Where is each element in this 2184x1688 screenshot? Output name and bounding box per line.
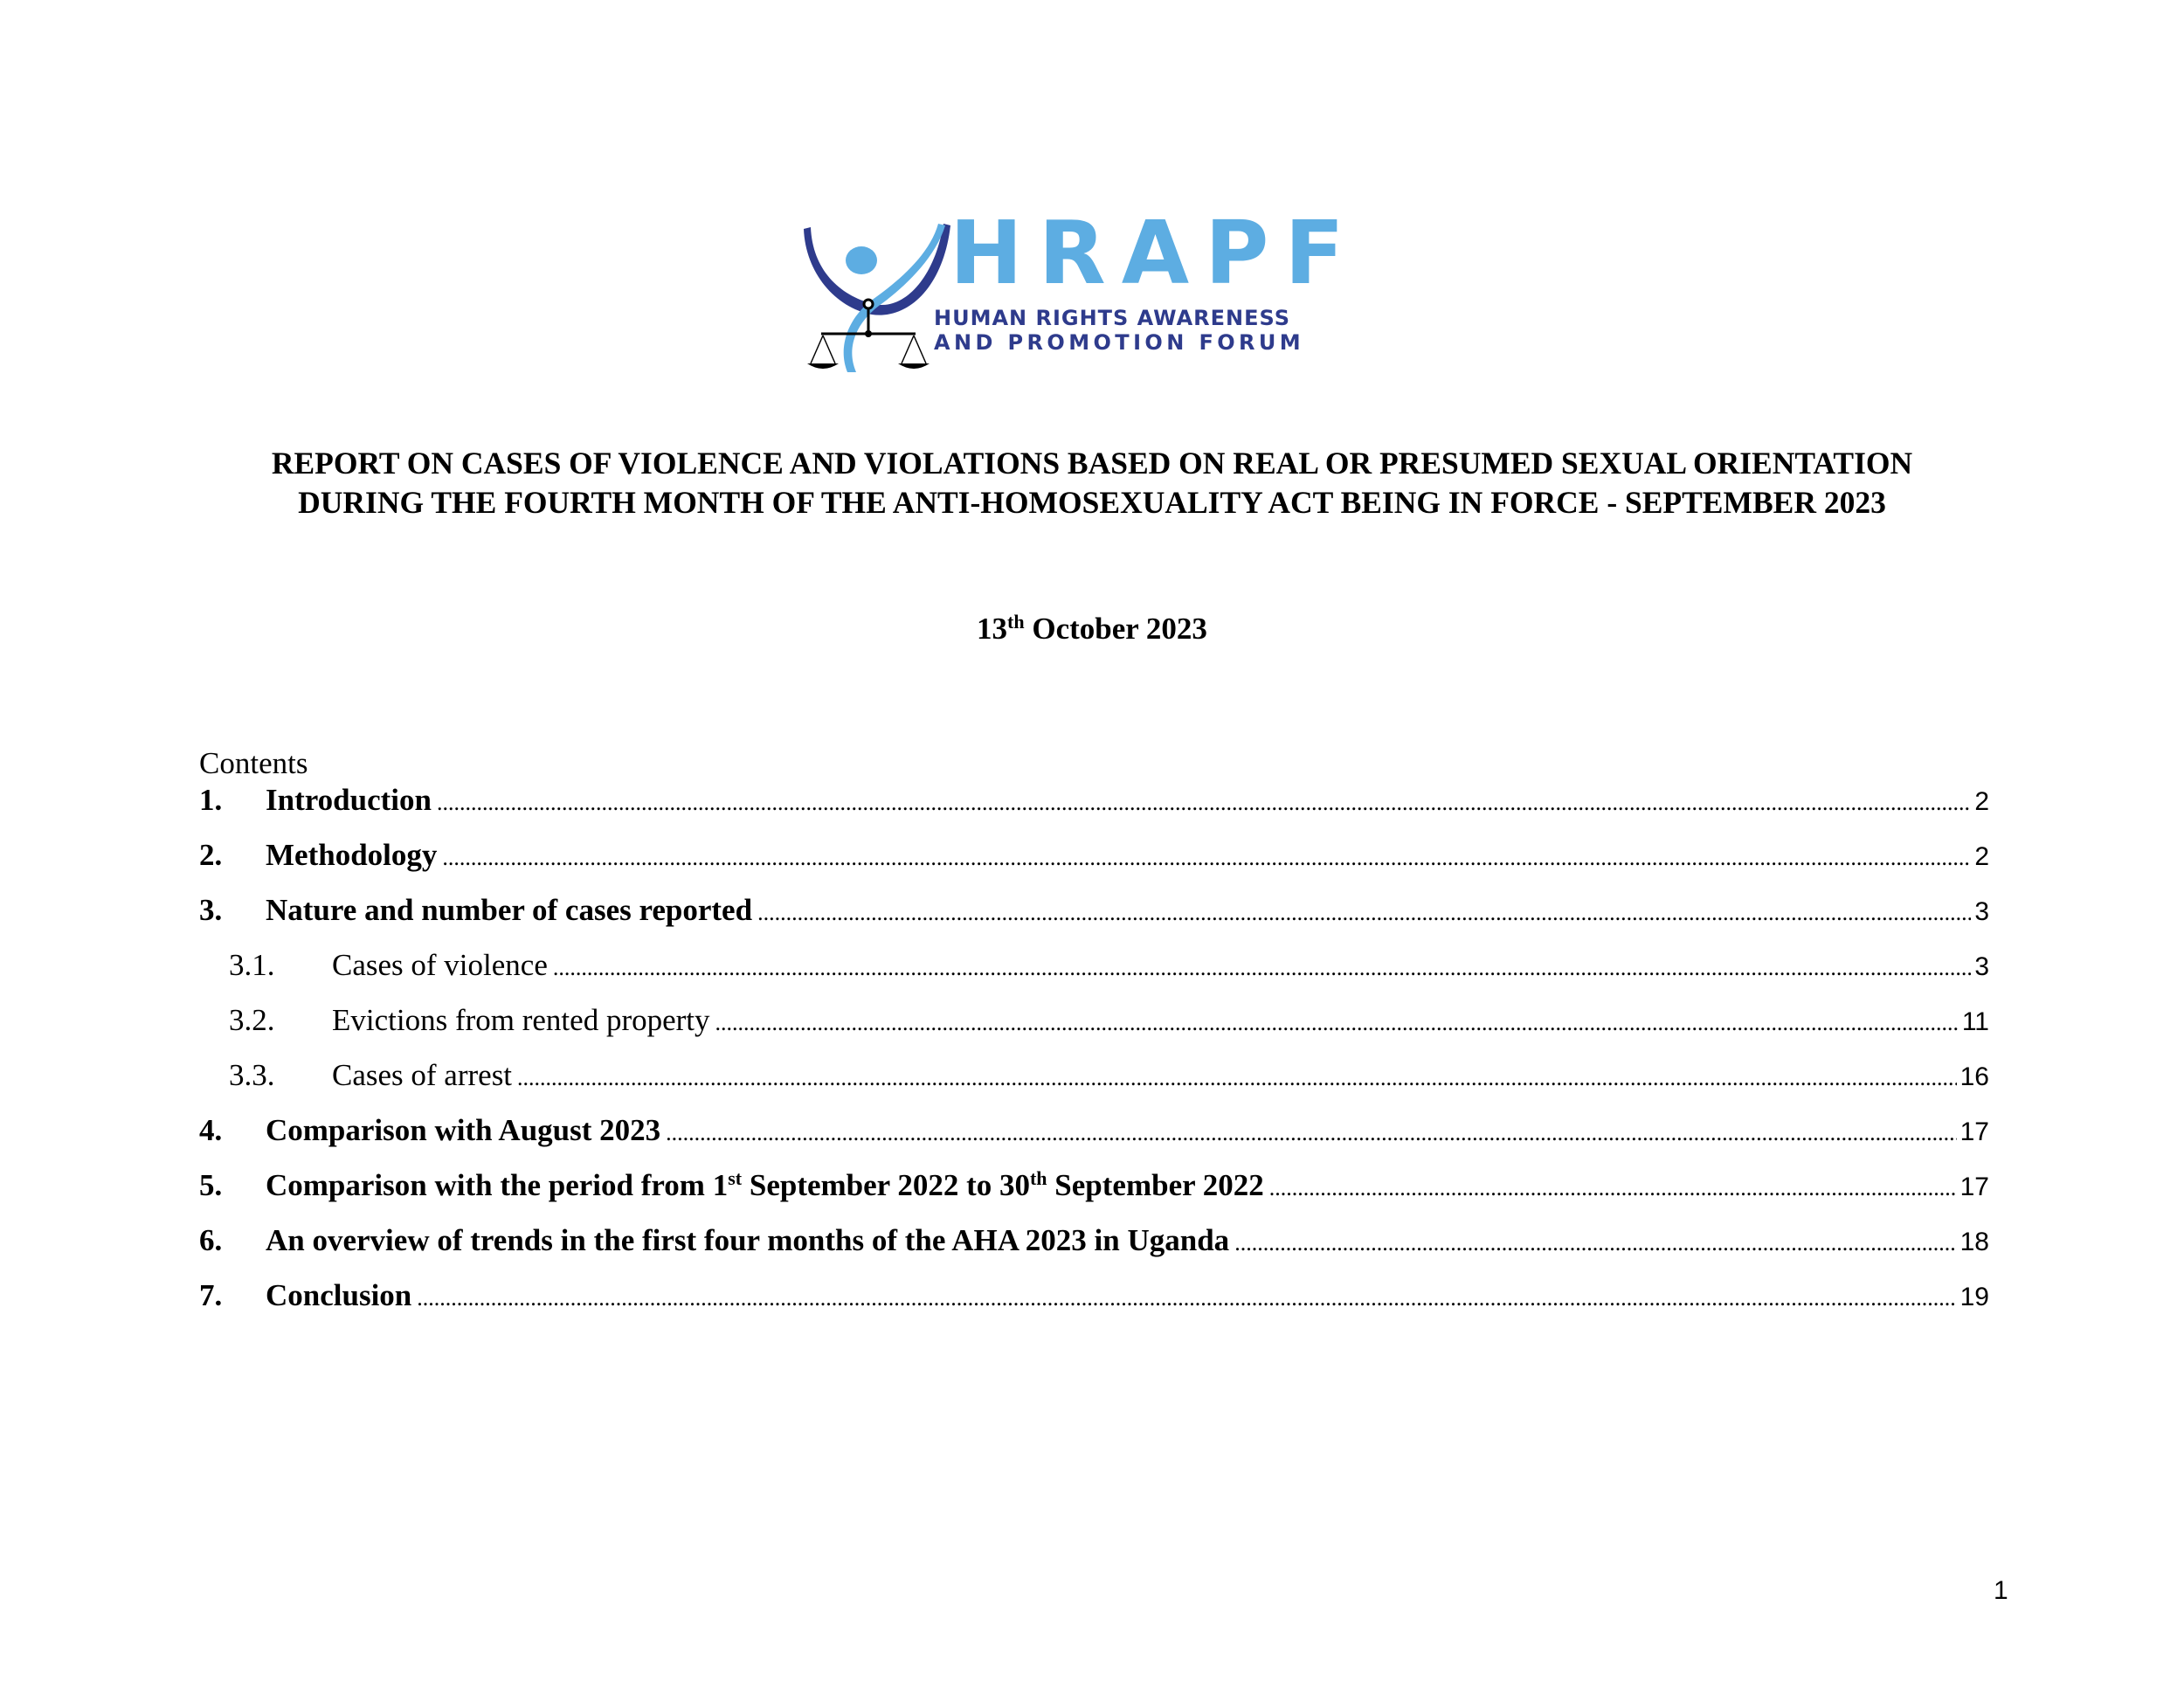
toc-entry-title	[266, 1168, 1264, 1203]
toc-entry-page: 18	[1959, 1228, 1989, 1256]
toc-entry-overview-trends[interactable]	[199, 1223, 1989, 1265]
toc-entry-page: 19	[1959, 1283, 1989, 1311]
toc-entry-page: 16	[1959, 1062, 1989, 1091]
toc-entry-page: 11	[1961, 1007, 1989, 1036]
toc-entry-number: 2.	[199, 838, 223, 872]
toc-title-part: September 2022 to 30	[742, 1168, 1030, 1202]
toc-entry-introduction[interactable]	[199, 783, 1989, 825]
report-title-line2: DURING THE FOURTH MONTH OF THE ANTI-HOMOSEXUALITY ACT BEING IN FORCE - SEPTEMBER 2023	[298, 485, 1886, 520]
toc-dot-leader	[553, 948, 1971, 983]
toc-dot-leader	[757, 893, 1971, 928]
hrapf-logo-figure-with-scales-icon	[804, 217, 952, 376]
toc-entry-title: Introduction	[266, 783, 432, 817]
toc-entry-title: Comparison with August 2023	[266, 1113, 661, 1147]
toc-entry-number: 3.2.	[229, 1003, 275, 1037]
toc-entry-title: Conclusion	[266, 1278, 412, 1312]
date-month-year: October 2023	[1024, 612, 1207, 646]
toc-entry-number: 6.	[199, 1223, 223, 1257]
logo-wordmark: HRAPF	[950, 202, 1360, 304]
toc-entry-page: 17	[1959, 1173, 1989, 1201]
date-suffix: th	[1007, 611, 1025, 633]
toc-entry-number: 1.	[199, 783, 223, 817]
toc-entry-evictions[interactable]	[229, 1003, 1989, 1045]
hrapf-logo	[804, 202, 1360, 376]
toc-dot-leader	[417, 1278, 1956, 1313]
toc-entry-page: 3	[1974, 952, 1989, 981]
toc-entry-title: An overview of trends in the first four months of the AHA 2023 in Uganda	[266, 1223, 1230, 1257]
toc-entry-number: 4.	[199, 1113, 223, 1147]
toc-dot-leader	[715, 1003, 1959, 1038]
toc-entry-number: 3.1.	[229, 948, 275, 982]
toc-entry-comparison-august[interactable]	[199, 1113, 1989, 1155]
report-title-line1: REPORT ON CASES OF VIOLENCE AND VIOLATIONS BASED ON REAL OR PRESUMED SEXUAL ORIENTATION	[271, 446, 1913, 481]
report-date	[0, 612, 2184, 647]
toc-entry-number: 7.	[199, 1278, 223, 1312]
toc-entry-page: 17	[1959, 1117, 1989, 1146]
toc-entry-page: 3	[1974, 897, 1989, 926]
toc-dot-leader	[666, 1113, 1956, 1148]
date-day: 13	[977, 612, 1008, 646]
contents-heading: Contents	[199, 746, 308, 780]
toc-entry-title: Methodology	[266, 838, 438, 872]
toc-entry-cases-of-violence[interactable]	[229, 948, 1989, 990]
toc-entry-number: 3.3.	[229, 1058, 275, 1092]
toc-entry-methodology[interactable]	[199, 838, 1989, 880]
toc-title-superscript: st	[728, 1167, 743, 1189]
toc-entry-page: 2	[1974, 787, 1989, 816]
toc-title-part: Comparison with the period from 1	[266, 1168, 729, 1202]
toc-dot-leader	[442, 838, 1971, 873]
toc-entry-comparison-period[interactable]	[199, 1168, 1989, 1210]
toc-entry-number: 3.	[199, 893, 223, 927]
toc-dot-leader	[1234, 1223, 1956, 1258]
toc-title-superscript: th	[1029, 1167, 1047, 1189]
toc-entry-cases-of-arrest[interactable]	[229, 1058, 1989, 1100]
toc-entry-conclusion[interactable]	[199, 1278, 1989, 1320]
toc-entry-nature-and-number[interactable]	[199, 893, 1989, 935]
toc-dot-leader	[1269, 1168, 1957, 1203]
report-title	[131, 444, 2053, 522]
toc-title-part: September 2022	[1047, 1168, 1264, 1202]
toc-entry-title: Nature and number of cases reported	[266, 893, 753, 927]
toc-entry-page: 2	[1974, 842, 1989, 871]
page-number: 1	[1994, 1576, 2008, 1605]
toc-entry-title: Cases of violence	[332, 948, 548, 982]
logo-tagline-line2: AND PROMOTION FORUM	[934, 330, 1305, 355]
toc-entry-title: Cases of arrest	[332, 1058, 513, 1092]
toc-dot-leader	[437, 783, 1971, 818]
toc-entry-number: 5.	[199, 1168, 223, 1202]
toc-entry-title: Evictions from rented property	[332, 1003, 710, 1037]
toc-dot-leader	[517, 1058, 1957, 1093]
logo-tagline-line1: HUMAN RIGHTS AWARENESS	[934, 306, 1290, 330]
